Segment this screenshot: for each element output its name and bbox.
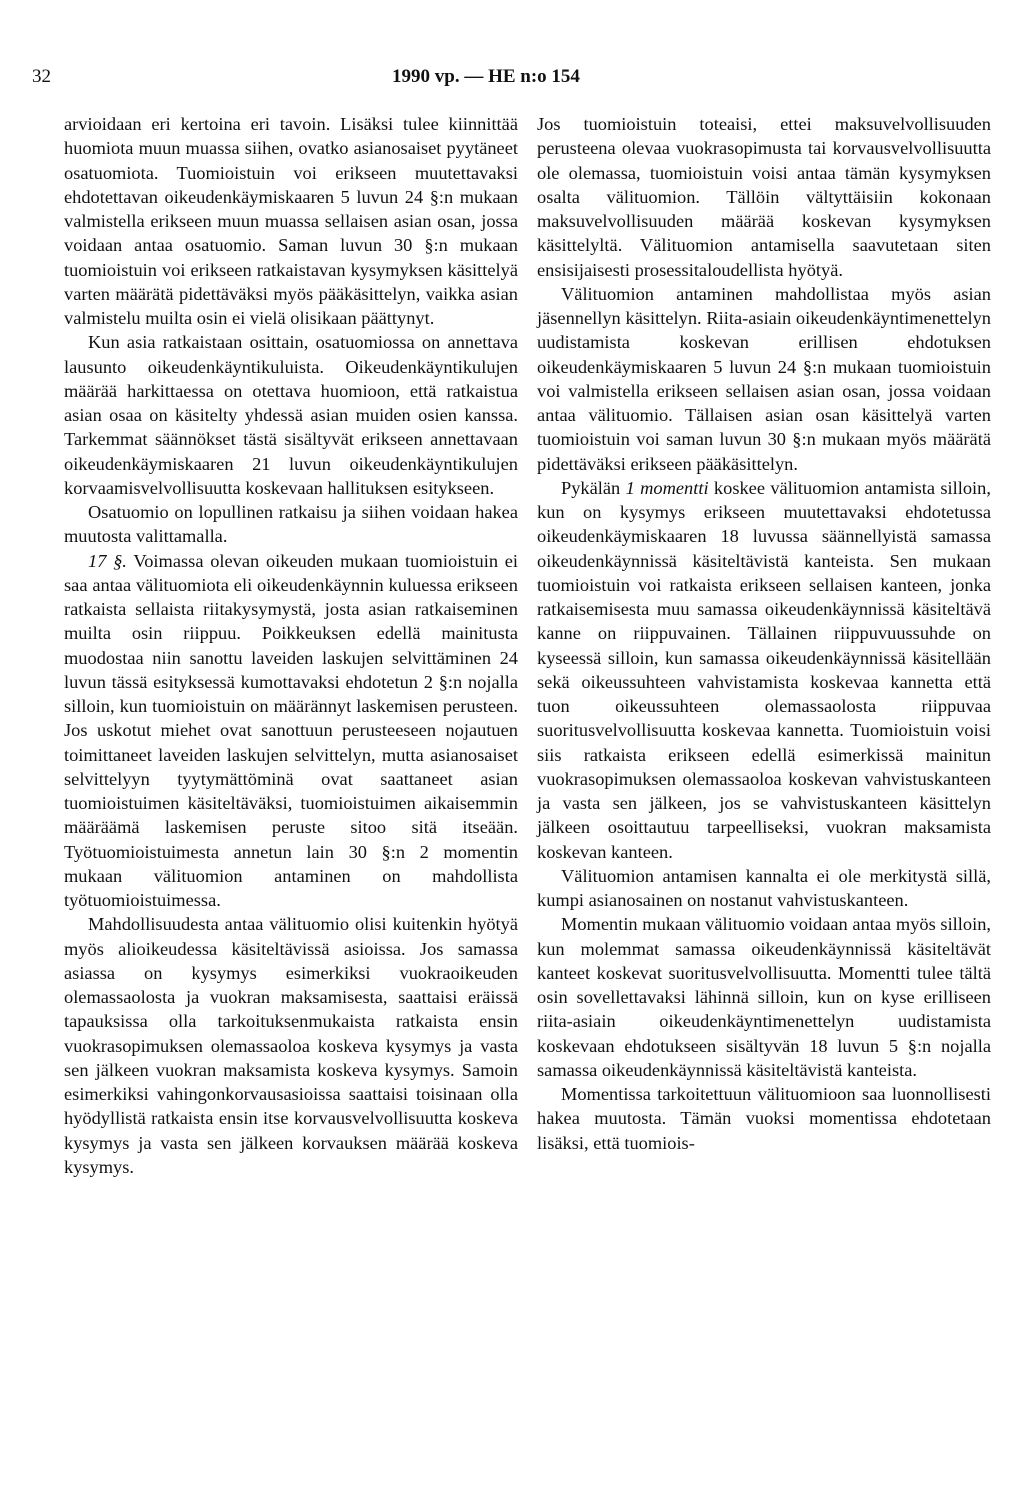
paragraph: Kun asia ratkaistaan osittain, osatuomiossa on annettava lausunto oikeudenkäyntikuluista. Oikeudenkäyntikulujen määrää harkittaessa on otettava huomioon, että ratkaistua asian osaa on käsitelty yhdessä asian muiden osien kanssa. Tarkemmat säännökset tästä sisältyvät erikseen annettavaan oikeudenkäymiskaaren 21 luvun oikeudenkäyntikulujen korvaamisvelvollisuutta koskevaan hallituksen esitykseen. <box>64 332 518 498</box>
paragraph-lead: Pykälän <box>561 477 621 498</box>
paragraph: Mahdollisuudesta antaa välituomio olisi kuitenkin hyötyä myös alioikeudessa käsiteltävissä asioissa. Jos samassa asiassa on kysymys esimerkiksi vuokraoikeuden olemassaolosta ja vuokran maksamisesta, saattaisi eräissä tapauksissa olla tarkoituksenmukaista ratkaista ensin vuokrasopimuksen olemassaoloa koskeva kysymys ja vasta sen jälkeen vuokran maksamista koskeva kysymys. Samoin esimerkiksi vahingonkorvausasioissa saattaisi toisinaan olla hyödyllistä ratkaista ensin itse korvausvelvollisuutta koskeva kysymys ja vasta sen jälkeen korvauksen määrää koskeva kysymys. <box>64 914 518 1177</box>
paragraph: Jos tuomioistuin toteaisi, ettei maksuvelvollisuuden perusteena olevaa vuokrasopimusta tai korvausvelvollisuutta ole olemassa, tuomioistuin voisi antaa tämän kysymyksen osalta välituomion. Tällöin vältyttäisiin kokonaan maksuvelvollisuuden määrää koskevan kysymyksen käsittelyltä. Välituomion antamisella saavutetaan siten ensisijaisesti prosessitaloudellista hyötyä. <box>537 114 991 280</box>
paragraph: arvioidaan eri kertoina eri tavoin. Lisäksi tulee kiinnittää huomiota muun muassa siihen, ovatko asianosaiset pyytäneet osatuomiota. Tuomioistuin voi erikseen muutettavaksi ehdotettavan oikeudenkäymiskaaren 5 luvun 24 §:n mukaan valmistella erikseen muun muassa sellaisen asian osan, jossa voidaan antaa osatuomio. Saman luvun 30 §:n mukaan tuomioistuin voi erikseen ratkaistavan kysymyksen käsittelyä varten määrätä pidettäväksi myös pääkäsittelyn, vaikka asian valmistelu muilta osin ei vielä olisikaan päättynyt. <box>64 114 518 328</box>
paragraph: Momentin mukaan välituomio voidaan antaa myös silloin, kun molemmat samassa oikeudenkäynnissä käsiteltävät kanteet koskevat suoritusvelvollisuutta. Momentti tulee tältä osin sovellettavaksi lähinnä silloin, kun on kyse erilliseen riita-asiain oikeudenkäyntimenettelyn uudistamista koskevaan ehdotukseen sisältyvän 18 luvun 5 §:n nojalla samassa oikeudenkäynnissä käsiteltävistä kanteista. <box>537 914 991 1080</box>
paragraph-text: koskee välituomion antamista silloin, kun on kysymys erikseen muutettavaksi ehdotetussa oikeudenkäymiskaaren 18 luvussa säännellyistä samassa oikeudenkäynnissä käsiteltävistä kanteista. Sen mukaan tuomioistuin voi ratkaista erikseen sellaisen kanteen, jonka ratkaisemisesta muu samassa oikeudenkäynnissä käsiteltävä kanne on riippuvainen. Tällainen riippuvuussuhde on kyseessä silloin, kun samassa oikeudenkäynnissä käsitellään sekä oikeussuhteen vahvistamista koskevaa kannetta että tuon oikeussuhteen olemassaolosta riippuvaa suoritusvelvollisuutta koskevaa kannetta. Tuomioistuin voisi siis ratkaista erikseen edellä esimerkissä mainitun vuokrasopimuksen olemassaoloa koskevan vahvistuskanteen ja vasta sen jälkeen, jos se vahvistuskanteen käsittelyn jälkeen osoittautuu tarpeelliseksi, vuokran maksamista koskevan kanteen. <box>537 477 991 862</box>
paragraph: Välituomion antaminen mahdollistaa myös asian jäsennellyn käsittelyn. Riita-asiain oikeudenkäyntimenettelyn uudistamista koskevan erillisen ehdotuksen oikeudenkäymiskaaren 5 luvun 24 §:n mukaan tuomioistuin voi valmistella erikseen sellaisen asian osan, jossa voidaan antaa välituomio. Tällaisen asian osan käsittelyä varten tuomioistuin voi saman luvun 30 §:n mukaan myös määrätä pidettäväksi erikseen pääkäsittelyn. <box>537 283 991 474</box>
section-label: 17 §. <box>88 550 127 571</box>
paragraph: Momentissa tarkoitettuun välituomioon saa luonnollisesti hakea muutosta. Tämän vuoksi momentissa ehdotetaan lisäksi, että tuomiois- <box>537 1084 991 1153</box>
paragraph <box>537 476 991 864</box>
paragraph-text: Voimassa olevan oikeuden mukaan tuomioistuin ei saa antaa välituomiota eli oikeudenkäynnin kuluessa erikseen ratkaista sellaista riitakysymystä, josta asian ratkaiseminen muilta osin riippuu. Poikkeuksen edellä mainitusta muodostaa niin sanottu laveiden laskujen selvittäminen 24 luvun tässä esityksessä kumottavaksi ehdotetun 2 §:n nojalla silloin, kun tuomioistuin on määrännyt laskemisen perusteen. Jos uskotut miehet ovat sanottuun perusteeseen nojautuen toimittaneet laveiden laskujen selvittelyn, mutta asianosaiset selvittelyyn tyytymättöminä ovat saattaneet asian tuomioistuimen käsiteltäväksi, tuomioistuimen aikaisemmin määräämä laskemisen peruste sitoo sitä itseään. Työtuomioistuimesta annetun lain 30 §:n 2 momentin mukaan välituomion antaminen on mahdollista työtuomioistuimessa. <box>64 550 519 910</box>
paragraph: Osatuomio on lopullinen ratkaisu ja siihen voidaan hakea muutosta valittamalla. <box>64 502 518 547</box>
running-title: 1990 vp. — HE n:o 154 <box>392 66 580 87</box>
right-column <box>537 112 991 1155</box>
moment-emphasis: 1 momentti <box>625 477 709 498</box>
paragraph: Välituomion antamisen kannalta ei ole merkitystä sillä, kumpi asianosainen on nostanut vahvistuskanteen. <box>537 865 991 910</box>
page-header <box>32 62 992 92</box>
left-column <box>64 112 518 1179</box>
page-number: 32 <box>32 66 51 87</box>
paragraph <box>64 549 518 913</box>
